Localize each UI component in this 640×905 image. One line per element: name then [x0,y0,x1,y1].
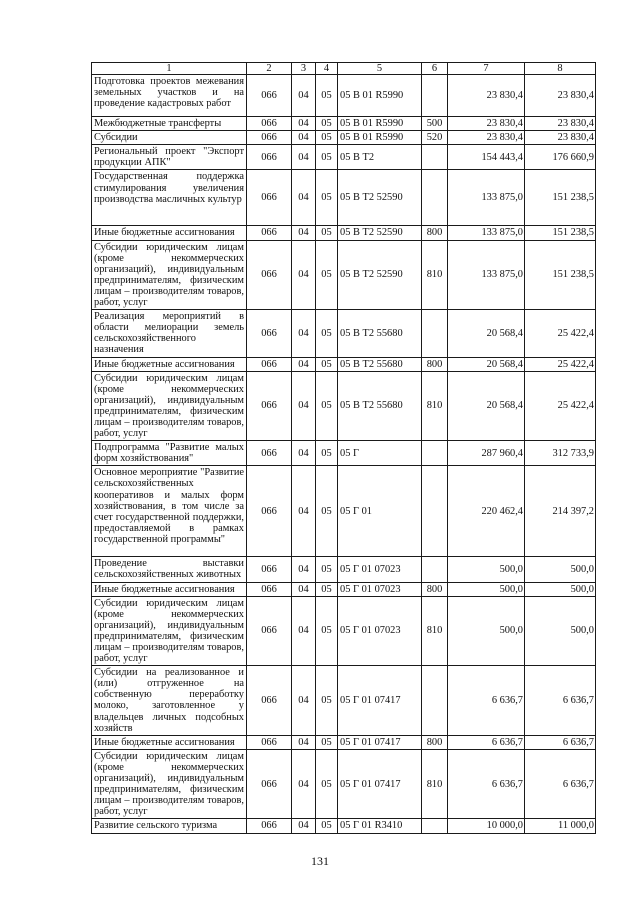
row-amount-col7: 23 830,4 [448,75,525,117]
row-code-admin: 066 [247,819,292,833]
row-code-admin: 066 [247,749,292,819]
row-code-target: 05 В 01 R5990 [338,117,422,131]
row-code-subsection: 05 [316,310,338,357]
row-amount-col7: 133 875,0 [448,240,525,310]
row-amount-col8: 176 660,9 [525,145,596,170]
row-code-type: 500 [422,117,448,131]
row-code-subsection: 05 [316,371,338,441]
row-code-type: 810 [422,371,448,441]
row-code-section: 04 [292,357,316,371]
row-name-cell: Иные бюджетные ассигнования [92,582,247,596]
row-amount-col7: 6 636,7 [448,666,525,736]
row-code-admin: 066 [247,240,292,310]
row-code-section: 04 [292,666,316,736]
table-row [92,557,596,582]
row-code-subsection: 05 [316,131,338,145]
row-code-subsection: 05 [316,75,338,117]
row-code-admin: 066 [247,557,292,582]
row-amount-col8: 11 000,0 [525,819,596,833]
page-number: 131 [311,854,329,868]
row-amount-col7: 20 568,4 [448,371,525,441]
row-name-cell: Субсидии на реализованное и (или) отгруженное на собственную переработку молоко, заготовленное у владельцев личных подсобных хозяйств [92,666,247,736]
row-code-type: 520 [422,131,448,145]
row-code-subsection: 05 [316,145,338,170]
row-code-subsection: 05 [316,357,338,371]
row-code-target: 05 В 01 R5990 [338,131,422,145]
row-name-cell: Субсидии юридическим лицам (кроме некоммерческих организаций), индивидуальным предпринимателям, физическим лицам – производителям товаров, работ, услуг [92,749,247,819]
table-row [92,466,596,557]
row-name-cell: Развитие сельского туризма [92,819,247,833]
row-code-subsection: 05 [316,666,338,736]
row-code-admin: 066 [247,371,292,441]
row-name-cell: Иные бюджетные ассигнования [92,357,247,371]
table-row [92,582,596,596]
row-name-cell: Подготовка проектов межевания земельных участков и на проведение кадастровых работ [92,75,247,117]
header-cell-1: 1 [92,63,247,75]
row-code-section: 04 [292,75,316,117]
row-amount-col7: 6 636,7 [448,749,525,819]
row-code-section: 04 [292,819,316,833]
table-row [92,240,596,310]
row-code-section: 04 [292,749,316,819]
row-code-type [422,145,448,170]
row-code-target: 05 Г 01 07023 [338,582,422,596]
row-name-cell: Подпрограмма "Развитие малых форм хозяйствования" [92,441,247,466]
table-row [92,819,596,833]
row-code-type: 800 [422,582,448,596]
row-amount-col7: 23 830,4 [448,117,525,131]
table-row [92,117,596,131]
row-code-target: 05 Г 01 07417 [338,749,422,819]
row-name-cell: Субсидии юридическим лицам (кроме некоммерческих организаций), индивидуальным предпринимателям, физическим лицам – производителям товаров, работ, услуг [92,240,247,310]
row-code-section: 04 [292,117,316,131]
row-code-subsection: 05 [316,557,338,582]
table-row [92,596,596,666]
row-code-type [422,310,448,357]
row-code-target: 05 Г 01 07417 [338,666,422,736]
row-name-cell: Субсидии юридическим лицам (кроме некоммерческих организаций), индивидуальным предпринимателям, физическим лицам – производителям товаров, работ, услуг [92,371,247,441]
row-code-admin: 066 [247,75,292,117]
row-code-section: 04 [292,170,316,226]
row-amount-col7: 500,0 [448,582,525,596]
row-code-target: 05 В Т2 55680 [338,310,422,357]
row-name-cell: Региональный проект "Экспорт продукции АПК" [92,145,247,170]
row-code-admin: 066 [247,117,292,131]
row-code-target: 05 Г 01 R3410 [338,819,422,833]
row-code-type: 810 [422,749,448,819]
table-row [92,441,596,466]
row-amount-col7: 10 000,0 [448,819,525,833]
table-row [92,226,596,240]
row-code-section: 04 [292,371,316,441]
row-code-section: 04 [292,310,316,357]
row-amount-col7: 133 875,0 [448,170,525,226]
row-code-target: 05 В Т2 52590 [338,240,422,310]
row-code-subsection: 05 [316,170,338,226]
row-name-cell: Основное мероприятие "Развитие сельскохозяйственных кооперативов и малых форм хозяйствования, в том числе за счет государственной поддержки, предоставляемой в рамках государственной программы" [92,466,247,557]
row-code-section: 04 [292,582,316,596]
row-amount-col7: 20 568,4 [448,357,525,371]
row-code-section: 04 [292,466,316,557]
row-amount-col8: 500,0 [525,557,596,582]
row-code-section: 04 [292,226,316,240]
row-amount-col8: 23 830,4 [525,75,596,117]
row-code-section: 04 [292,557,316,582]
row-code-section: 04 [292,145,316,170]
row-amount-col8: 151 238,5 [525,240,596,310]
table-row [92,371,596,441]
row-code-section: 04 [292,131,316,145]
row-code-target: 05 Г 01 07023 [338,596,422,666]
row-amount-col8: 6 636,7 [525,666,596,736]
row-code-section: 04 [292,596,316,666]
table-row [92,666,596,736]
row-amount-col7: 500,0 [448,557,525,582]
row-amount-col7: 287 960,4 [448,441,525,466]
row-code-admin: 066 [247,596,292,666]
row-amount-col7: 23 830,4 [448,131,525,145]
row-amount-col8: 23 830,4 [525,117,596,131]
row-code-type [422,170,448,226]
table-row [92,170,596,226]
table-row [92,75,596,117]
row-name-cell: Субсидии [92,131,247,145]
row-amount-col8: 25 422,4 [525,371,596,441]
row-code-type [422,466,448,557]
row-code-subsection: 05 [316,819,338,833]
row-amount-col8: 500,0 [525,596,596,666]
row-name-cell: Иные бюджетные ассигнования [92,226,247,240]
header-cell-7: 7 [448,63,525,75]
row-code-type [422,75,448,117]
row-code-admin: 066 [247,441,292,466]
row-code-type [422,557,448,582]
row-amount-col8: 25 422,4 [525,357,596,371]
header-cell-4: 4 [316,63,338,75]
row-code-admin: 066 [247,466,292,557]
row-amount-col8: 25 422,4 [525,310,596,357]
table-row [92,310,596,357]
row-code-subsection: 05 [316,735,338,749]
row-code-admin: 066 [247,666,292,736]
row-code-admin: 066 [247,170,292,226]
row-code-target: 05 В 01 R5990 [338,75,422,117]
row-amount-col8: 151 238,5 [525,170,596,226]
row-name-cell: Реализация мероприятий в области мелиорации земель сельскохозяйственного назначения [92,310,247,357]
row-code-subsection: 05 [316,466,338,557]
row-code-target: 05 Г 01 07417 [338,735,422,749]
row-code-target: 05 В Т2 55680 [338,371,422,441]
row-code-admin: 066 [247,735,292,749]
row-code-type: 810 [422,240,448,310]
row-code-subsection: 05 [316,117,338,131]
table-row [92,749,596,819]
row-amount-col8: 214 397,2 [525,466,596,557]
row-amount-col7: 500,0 [448,596,525,666]
row-amount-col8: 6 636,7 [525,735,596,749]
header-cell-5: 5 [338,63,422,75]
row-amount-col7: 154 443,4 [448,145,525,170]
table-row [92,735,596,749]
header-cell-6: 6 [422,63,448,75]
row-code-subsection: 05 [316,441,338,466]
row-name-cell: Проведение выставки сельскохозяйственных животных [92,557,247,582]
row-code-type: 800 [422,357,448,371]
row-amount-col8: 6 636,7 [525,749,596,819]
row-code-admin: 066 [247,310,292,357]
row-code-section: 04 [292,735,316,749]
budget-table [91,62,596,834]
row-code-admin: 066 [247,357,292,371]
table-header-row [92,63,596,75]
row-code-target: 05 Г 01 07023 [338,557,422,582]
row-amount-col8: 500,0 [525,582,596,596]
row-code-target: 05 Г 01 [338,466,422,557]
row-code-subsection: 05 [316,596,338,666]
row-code-target: 05 В Т2 52590 [338,226,422,240]
row-code-target: 05 Г [338,441,422,466]
table-row [92,131,596,145]
row-name-cell: Иные бюджетные ассигнования [92,735,247,749]
row-amount-col7: 6 636,7 [448,735,525,749]
row-code-type [422,666,448,736]
row-name-cell: Субсидии юридическим лицам (кроме некоммерческих организаций), индивидуальным предпринимателям, физическим лицам – производителям товаров, работ, услуг [92,596,247,666]
row-name-cell: Государственная поддержка стимулирования увеличения производства масличных культур [92,170,247,226]
row-amount-col8: 151 238,5 [525,226,596,240]
row-code-section: 04 [292,240,316,310]
row-code-admin: 066 [247,226,292,240]
row-code-subsection: 05 [316,240,338,310]
row-code-target: 05 В Т2 52590 [338,170,422,226]
row-code-admin: 066 [247,145,292,170]
header-cell-3: 3 [292,63,316,75]
row-code-admin: 066 [247,131,292,145]
row-code-type: 800 [422,735,448,749]
row-code-subsection: 05 [316,226,338,240]
row-code-type: 810 [422,596,448,666]
header-cell-8: 8 [525,63,596,75]
row-name-cell: Межбюджетные трансферты [92,117,247,131]
row-code-type [422,441,448,466]
row-code-subsection: 05 [316,749,338,819]
row-code-section: 04 [292,441,316,466]
row-code-admin: 066 [247,582,292,596]
row-amount-col7: 133 875,0 [448,226,525,240]
header-cell-2: 2 [247,63,292,75]
row-amount-col8: 312 733,9 [525,441,596,466]
row-code-type [422,819,448,833]
row-code-type: 800 [422,226,448,240]
row-amount-col7: 220 462,4 [448,466,525,557]
row-code-target: 05 В Т2 55680 [338,357,422,371]
table-row [92,145,596,170]
row-amount-col7: 20 568,4 [448,310,525,357]
row-code-target: 05 В Т2 [338,145,422,170]
row-amount-col8: 23 830,4 [525,131,596,145]
row-code-subsection: 05 [316,582,338,596]
table-row [92,357,596,371]
